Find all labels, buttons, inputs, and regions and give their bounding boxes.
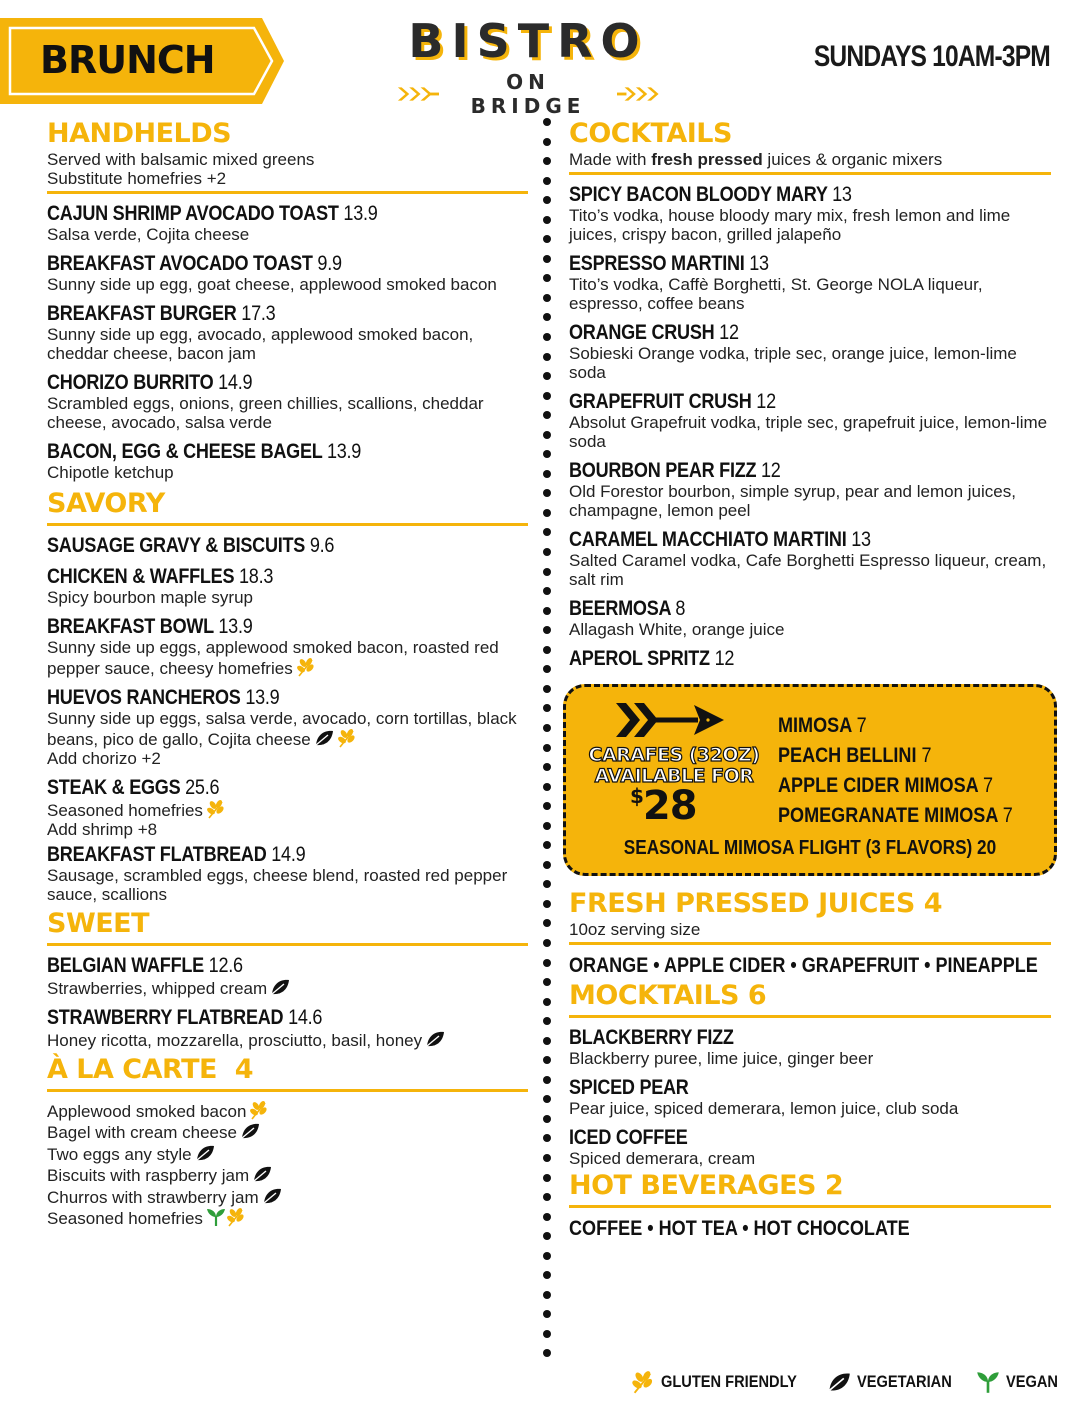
divider-dot — [543, 1193, 551, 1201]
menu-item — [47, 843, 528, 904]
hot-beverages-list: COFFEE • HOT TEA • HOT CHOCOLATE — [569, 1217, 910, 1240]
menu-item — [47, 565, 528, 607]
menu-item — [569, 1026, 1051, 1068]
logo-title: BISTRO — [408, 14, 648, 68]
section-title: MOCKTAILS 6 — [569, 980, 767, 1011]
vegetarian-icon — [425, 1029, 445, 1049]
divider-dot — [543, 626, 551, 634]
list-item: Biscuits with raspberry jam — [47, 1164, 528, 1185]
item-extra: Add shrimp +8 — [47, 820, 158, 839]
carafe-list — [778, 711, 1051, 831]
item-desc: Sunny side up eggs, salsa verde, avocado, corn tortillas, black beans, pico de gallo, Cojita cheese — [47, 709, 517, 749]
divider-dot — [543, 274, 551, 282]
section-rule — [47, 943, 528, 946]
brunch-banner — [0, 18, 285, 104]
sweet-section — [47, 908, 528, 1050]
vegetarian-icon — [240, 1121, 260, 1141]
carafe-price-symbol: $ — [630, 784, 643, 808]
divider-dot — [543, 998, 551, 1006]
item-price: 8 — [675, 597, 686, 620]
item-price: 14.9 — [218, 371, 253, 394]
divider-dot — [543, 489, 551, 497]
vegetarian-icon — [262, 1186, 282, 1206]
item-desc: Sunny side up egg, goat cheese, applewood smoked bacon — [47, 275, 497, 294]
legend-label: VEGETARIAN — [857, 1372, 953, 1391]
column-divider-dots — [543, 118, 553, 1358]
menu-item — [47, 371, 528, 432]
menu-item — [47, 1006, 528, 1050]
item-name: GRAPEFRUIT CRUSH — [569, 390, 752, 413]
section-desc: 10oz serving size — [569, 920, 701, 939]
divider-dot — [543, 196, 551, 204]
item-name: BREAKFAST BOWL — [47, 615, 214, 638]
section-rule — [569, 1015, 1051, 1018]
gluten-friendly-icon — [249, 1100, 269, 1120]
divider-dot — [543, 216, 551, 224]
divider-dot — [543, 177, 551, 185]
item-desc: Spicy bourbon maple syrup — [47, 588, 254, 607]
section-title: SAVORY — [47, 488, 165, 519]
divider-dot — [543, 783, 551, 791]
section-rule — [569, 942, 1051, 945]
divider-dot — [543, 822, 551, 830]
menu-item — [47, 534, 528, 557]
menu-item — [569, 597, 1051, 639]
list-item: Two eggs any style — [47, 1143, 528, 1164]
item-price: 13.9 — [326, 440, 362, 463]
brunch-label: BRUNCH — [40, 38, 215, 82]
item-price: 9.9 — [317, 252, 342, 275]
item-name: STRAWBERRY FLATBREAD — [47, 1006, 284, 1029]
vegan-icon — [976, 1370, 1000, 1394]
divider-dot — [543, 1349, 551, 1357]
item-price: 18.3 — [239, 565, 274, 588]
divider-dot — [543, 724, 551, 732]
wheat-arrow-left-icon — [396, 83, 439, 105]
section-desc: Made with — [569, 150, 652, 169]
section-rule — [47, 1089, 528, 1092]
vegetarian-icon — [195, 1143, 215, 1163]
item-price: 12 — [756, 390, 776, 413]
divider-dot — [543, 138, 551, 146]
juice-list: ORANGE • APPLE CIDER • GRAPEFRUIT • PINEAPPLE — [569, 954, 1038, 977]
item-price: 12 — [714, 647, 735, 670]
item-desc: Sobieski Orange vodka, triple sec, orange juice, lemon-lime soda — [569, 344, 1017, 382]
divider-dot — [543, 763, 551, 771]
item-name: BEERMOSA — [569, 597, 671, 620]
vegetarian-icon — [314, 728, 334, 748]
item-desc: Salted Caramel vodka, Cafe Borghetti Espresso liqueur, cream, salt rim — [569, 551, 1047, 589]
item-price: 13 — [749, 252, 769, 275]
item-desc: Sunny side up egg, avocado, applewood smoked bacon, cheddar cheese, bacon jam — [47, 325, 474, 363]
right-column — [569, 118, 1051, 1241]
item-desc: Blackberry puree, lime juice, ginger beer — [569, 1049, 874, 1068]
item-price: 9.6 — [309, 534, 335, 557]
legend-label: GLUTEN FRIENDLY — [661, 1372, 798, 1391]
vegetarian-icon — [270, 977, 290, 997]
divider-dot — [543, 470, 551, 478]
gluten-friendly-icon — [226, 1207, 246, 1227]
divider-dot — [543, 294, 551, 302]
item-name: BREAKFAST AVOCADO TOAST — [47, 252, 313, 275]
item-desc: Chipotle ketchup — [47, 463, 174, 482]
divider-dot — [543, 1056, 551, 1064]
divider-dot — [543, 685, 551, 693]
divider-dot — [543, 607, 551, 615]
left-column — [47, 118, 528, 1228]
menu-item — [47, 686, 528, 768]
carafe-price — [630, 783, 697, 829]
carafe-item: POMEGRANATE MIMOSA 7 — [778, 804, 1013, 827]
divider-dot — [543, 1174, 551, 1182]
divider-dot — [543, 646, 551, 654]
item-price: 25.6 — [185, 776, 220, 799]
menu-item — [47, 440, 528, 482]
divider-dot — [543, 411, 551, 419]
item-price: 14.9 — [271, 843, 306, 866]
section-title: HOT BEVERAGES 2 — [569, 1170, 844, 1201]
item-name: ESPRESSO MARTINI — [569, 252, 745, 275]
item-price: 12.6 — [208, 954, 243, 977]
a-la-carte-section — [47, 1054, 528, 1228]
item-desc: Strawberries, whipped cream — [47, 979, 268, 998]
mimosa-flight: SEASONAL MIMOSA FLIGHT (3 FLAVORS) 20 — [623, 837, 997, 859]
arrow-icon — [616, 701, 726, 739]
section-rule — [47, 523, 528, 526]
divider-dot — [543, 1271, 551, 1279]
divider-dot — [543, 587, 551, 595]
divider-dot — [543, 157, 551, 165]
divider-dot — [543, 1213, 551, 1221]
item-price: 12 — [719, 321, 739, 344]
bistro-logo — [396, 14, 660, 118]
wheat-arrow-right-icon — [617, 83, 660, 105]
divider-dot — [543, 1154, 551, 1162]
divider-dot — [543, 919, 551, 927]
menu-item — [47, 954, 528, 998]
menu-item — [569, 183, 1051, 244]
legend-label: VEGAN — [1005, 1372, 1058, 1391]
divider-dot — [543, 900, 551, 908]
divider-dot — [543, 1115, 551, 1123]
divider-dot — [543, 978, 551, 986]
carafe-price-value: 28 — [642, 783, 697, 829]
item-name: SPICY BACON BLOODY MARY — [569, 183, 828, 206]
divider-dot — [543, 1037, 551, 1045]
divider-dot — [543, 704, 551, 712]
handhelds-section — [47, 118, 528, 482]
logo-subtitle-row — [396, 70, 660, 118]
menu-item — [47, 252, 528, 294]
item-desc: Absolut Grapefruit vodka, triple sec, grapefruit juice, lemon-lime soda — [569, 413, 1048, 451]
divider-dot — [543, 431, 551, 439]
item-desc: Salsa verde, Cojita cheese — [47, 225, 250, 244]
menu-item — [569, 647, 1051, 670]
item-price: 13.9 — [218, 615, 253, 638]
divider-dot — [543, 235, 551, 243]
carafe-item: PEACH BELLINI 7 — [778, 744, 932, 767]
divider-dot — [543, 1310, 551, 1318]
item-price: 17.3 — [241, 302, 276, 325]
a-la-carte-list — [47, 1100, 528, 1228]
carafe-item: MIMOSA 7 — [778, 714, 867, 737]
item-desc: Pear juice, spiced demerara, lemon juice, club soda — [569, 1099, 959, 1118]
item-desc: Sausage, scrambled eggs, cheese blend, roasted red pepper sauce, scallions — [47, 866, 508, 904]
item-price: 12 — [761, 459, 781, 482]
menu-item — [569, 1076, 1051, 1118]
item-desc: Sunny side up eggs, applewood smoked bacon, roasted red pepper sauce, cheesy homefries — [47, 638, 499, 678]
divider-dot — [543, 548, 551, 556]
divider-dot — [543, 744, 551, 752]
menu-item — [569, 321, 1051, 382]
divider-dot — [543, 1252, 551, 1260]
divider-dot — [543, 333, 551, 341]
item-price: 13 — [851, 528, 871, 551]
divider-dot — [543, 1330, 551, 1338]
section-title: FRESH PRESSED JUICES 4 — [569, 888, 942, 919]
carafe-avail-line: AVAILABLE FOR — [594, 765, 754, 787]
savory-section — [47, 488, 528, 904]
list-item: Bagel with cream cheese — [47, 1121, 528, 1142]
menu-item — [47, 776, 528, 839]
item-name: SPICED PEAR — [569, 1076, 689, 1099]
section-desc: juices & organic mixers — [762, 150, 943, 169]
item-desc: Tito’s vodka, house bloody mary mix, fresh lemon and lime juices, crispy bacon, grilled jalapeño — [569, 206, 1011, 244]
menu-item — [569, 459, 1051, 520]
section-rule — [569, 1205, 1051, 1208]
carafe-availability — [586, 745, 762, 787]
item-price: 14.6 — [288, 1006, 323, 1029]
item-name: BLACKBERRY FIZZ — [569, 1026, 734, 1049]
divider-dot — [543, 372, 551, 380]
item-desc: Tito’s vodka, Caffè Borghetti, St. George NOLA liqueur, espresso, coffee beans — [569, 275, 983, 313]
item-name: HUEVOS RANCHEROS — [47, 686, 241, 709]
item-name: STEAK & EGGS — [47, 776, 181, 799]
section-title: HANDHELDS — [47, 118, 232, 149]
carafe-avail-line: CARAFES (32OZ) — [588, 744, 760, 766]
item-price: 13 — [832, 183, 852, 206]
item-price: 13.9 — [343, 202, 378, 225]
menu-item — [47, 202, 528, 244]
gluten-friendly-icon — [206, 799, 226, 819]
hours-label: SUNDAYS 10AM-3PM — [813, 40, 1050, 73]
item-price: 13.9 — [245, 686, 280, 709]
divider-dot — [543, 118, 551, 126]
divider-dot — [543, 1017, 551, 1025]
item-desc: Allagash White, orange juice — [569, 620, 785, 639]
juices-section — [569, 888, 1051, 978]
menu-item — [569, 1126, 1051, 1168]
item-name: BOURBON PEAR FIZZ — [569, 459, 757, 482]
list-item: Seasoned homefries — [47, 1207, 528, 1228]
menu-item — [47, 615, 528, 678]
divider-dot — [543, 1134, 551, 1142]
divider-dot — [543, 880, 551, 888]
section-desc: Served with balsamic mixed greens — [47, 150, 315, 169]
item-name: BREAKFAST FLATBREAD — [47, 843, 267, 866]
item-name: BACON, EGG & CHEESE BAGEL — [47, 440, 323, 463]
divider-dot — [543, 665, 551, 673]
divider-dot — [543, 528, 551, 536]
divider-dot — [543, 353, 551, 361]
item-name: ICED COFFEE — [569, 1126, 688, 1149]
carafe-promo-box — [563, 684, 1057, 876]
item-desc: Scrambled eggs, onions, green chillies, scallions, cheddar cheese, avocado, salsa verde — [47, 394, 484, 432]
carafe-item: APPLE CIDER MIMOSA 7 — [778, 774, 994, 797]
menu-item — [569, 528, 1051, 589]
item-name: BREAKFAST BURGER — [47, 302, 237, 325]
divider-dot — [543, 568, 551, 576]
section-title: SWEET — [47, 908, 150, 939]
vegan-icon — [206, 1207, 226, 1227]
section-desc-bold: fresh pressed — [651, 150, 763, 169]
item-name: SAUSAGE GRAVY & BISCUITS — [47, 534, 306, 557]
mocktails-section — [569, 980, 1051, 1168]
item-name: CARAMEL MACCHIATO MARTINI — [569, 528, 847, 551]
menu-item — [47, 302, 528, 363]
section-title: À LA CARTE 4 — [47, 1054, 254, 1085]
cocktails-section — [569, 118, 1051, 670]
divider-dot — [543, 450, 551, 458]
section-rule — [569, 172, 1051, 175]
item-name: CAJUN SHRIMP AVOCADO TOAST — [47, 202, 339, 225]
menu-item — [569, 390, 1051, 451]
gluten-friendly-icon — [296, 657, 316, 677]
divider-dot — [543, 1232, 551, 1240]
item-desc: Old Forestor bourbon, simple syrup, pear and lemon juices, champagne, lemon peel — [569, 482, 1016, 520]
hot-beverages-section — [569, 1170, 1051, 1241]
gluten-friendly-icon — [337, 728, 357, 748]
vegetarian-icon — [252, 1164, 272, 1184]
item-name: CHICKEN & WAFFLES — [47, 565, 235, 588]
divider-dot — [543, 841, 551, 849]
gluten-friendly-icon — [631, 1370, 655, 1394]
menu-item — [569, 252, 1051, 313]
dietary-legend — [631, 1370, 1060, 1394]
divider-dot — [543, 509, 551, 517]
list-item: Applewood smoked bacon — [47, 1100, 528, 1121]
item-name: CHORIZO BURRITO — [47, 371, 214, 394]
logo-subtitle: ON BRIDGE — [470, 70, 586, 118]
divider-dot — [543, 959, 551, 967]
item-name: ORANGE CRUSH — [569, 321, 715, 344]
divider-dot — [543, 1095, 551, 1103]
section-rule — [47, 191, 528, 194]
item-name: BELGIAN WAFFLE — [47, 954, 204, 977]
vegetarian-icon — [827, 1370, 851, 1394]
divider-dot — [543, 802, 551, 810]
item-desc: Spiced demerara, cream — [569, 1149, 756, 1168]
divider-dot — [543, 1291, 551, 1299]
item-desc: Honey ricotta, mozzarella, prosciutto, basil, honey — [47, 1031, 423, 1050]
item-desc: Seasoned homefries — [47, 801, 203, 820]
divider-dot — [543, 392, 551, 400]
item-extra: Add chorizo +2 — [47, 749, 161, 768]
divider-dot — [543, 1076, 551, 1084]
divider-dot — [543, 861, 551, 869]
divider-dot — [543, 255, 551, 263]
section-title: COCKTAILS — [569, 118, 732, 149]
divider-dot — [543, 939, 551, 947]
section-desc: Substitute homefries +2 — [47, 169, 227, 188]
divider-dot — [543, 313, 551, 321]
list-item: Churros with strawberry jam — [47, 1186, 528, 1207]
item-name: APEROL SPRITZ — [569, 647, 710, 670]
